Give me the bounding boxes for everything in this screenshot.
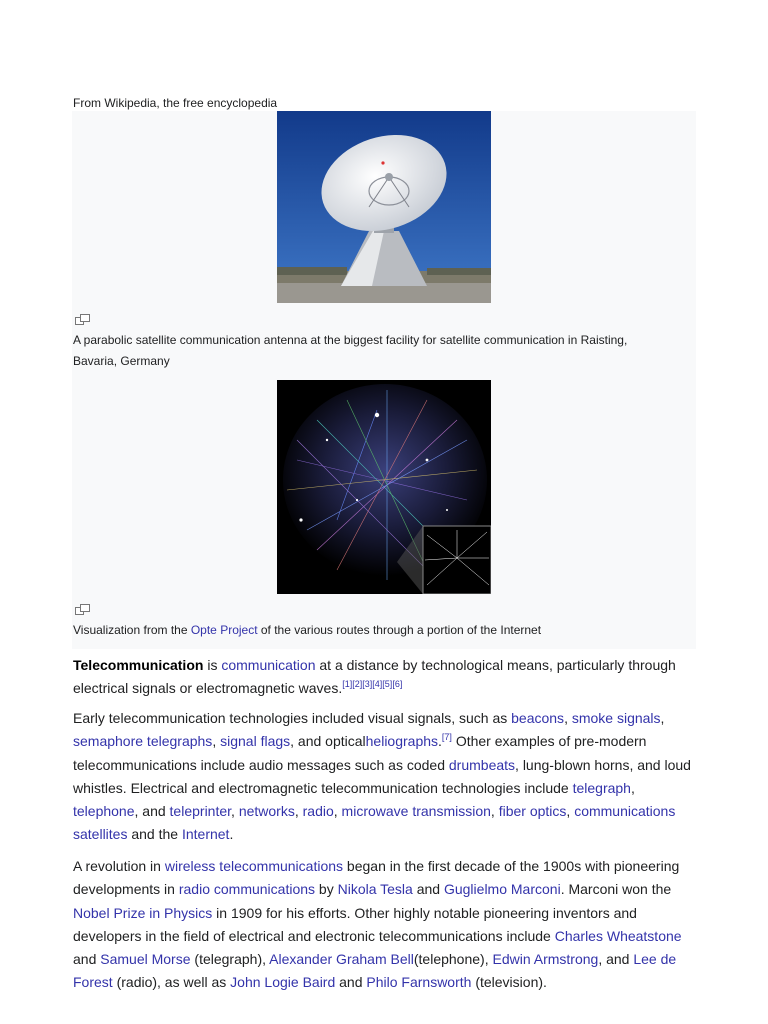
- paragraph-text: and: [73, 951, 101, 968]
- paragraph-text: is: [203, 657, 222, 673]
- link-nobel-prize-physics[interactable]: Nobel Prize in Physics: [73, 904, 213, 921]
- paragraph-text: ,: [660, 710, 665, 726]
- internet-routes-visualization[interactable]: [277, 380, 491, 594]
- link-opte-project[interactable]: Opte Project: [190, 623, 258, 637]
- paragraph-text: Other examples of pre-modern telecommunications include audio messages such as coded: [73, 733, 647, 773]
- citation-4[interactable]: [4]: [372, 679, 383, 690]
- link-guglielmo-marconi[interactable]: Guglielmo Marconi: [443, 881, 561, 898]
- article-paragraph-intro: [73, 654, 697, 701]
- link-edwin-armstrong[interactable]: Edwin Armstrong: [492, 951, 599, 968]
- parabolic-antenna-photo[interactable]: [277, 111, 491, 303]
- paragraph-text: at a distance by technological means, particularly through electrical signals or electromagnetic waves.: [73, 657, 676, 697]
- paragraph-text: (television).: [471, 974, 547, 991]
- paragraph-text: (telegraph),: [190, 951, 270, 968]
- figure-caption-antenna: A parabolic satellite communication antenna at the biggest facility for satellite communication in Raisting, Bavaria, Germany: [73, 333, 628, 368]
- link-teleprinter[interactable]: teleprinter: [169, 803, 232, 820]
- link-signal-flags[interactable]: signal flags: [220, 733, 291, 750]
- link-lee-de-forest[interactable]: Lee de Forest: [73, 951, 677, 991]
- paragraph-text: , and: [134, 803, 170, 820]
- citation-1[interactable]: [1]: [342, 679, 353, 690]
- citation-2[interactable]: [2]: [352, 679, 363, 690]
- paragraph-text: in 1909 for his efforts. Other highly notable pioneering inventors and developers in the field of electrical and electronic telecommunications include: [73, 904, 637, 944]
- paragraph-text: began in the first decade of the 1900s with pioneering developments in: [73, 858, 680, 898]
- link-telegraph[interactable]: telegraph: [572, 779, 631, 796]
- link-radio-communications[interactable]: radio communications: [178, 881, 316, 898]
- paragraph-text: ,: [212, 733, 221, 750]
- link-microwave-transmission[interactable]: microwave transmission: [341, 803, 491, 820]
- paragraph-text: .: [229, 826, 234, 843]
- link-heliographs[interactable]: heliographs: [365, 733, 439, 750]
- paragraph-text: ,: [333, 803, 342, 820]
- paragraph-text: , and: [598, 951, 634, 968]
- link-networks[interactable]: networks: [238, 803, 295, 820]
- paragraph-text: and: [335, 974, 367, 991]
- article-paragraph-early-tech: [73, 707, 697, 847]
- link-alexander-graham-bell[interactable]: Alexander Graham Bell: [269, 951, 414, 968]
- paragraph-text: ,: [630, 779, 635, 796]
- paragraph-text: A revolution in: [73, 858, 165, 874]
- link-internet[interactable]: Internet: [181, 826, 230, 843]
- link-samuel-morse[interactable]: Samuel Morse: [100, 951, 191, 968]
- link-semaphore-telegraphs[interactable]: semaphore telegraphs: [73, 733, 213, 750]
- paragraph-text: ,: [564, 710, 572, 726]
- figure-caption-opte: [73, 620, 673, 641]
- link-drumbeats[interactable]: drumbeats: [448, 756, 516, 773]
- paragraph-text: ,: [294, 803, 303, 820]
- figure-box: [72, 111, 696, 649]
- link-wireless-telecommunications[interactable]: wireless telecommunications: [164, 858, 344, 874]
- link-charles-wheatstone[interactable]: Charles Wheatstone: [554, 927, 682, 944]
- paragraph-text: and: [412, 881, 444, 898]
- paragraph-text: (radio), as well as: [112, 974, 231, 991]
- paragraph-text: (telephone),: [413, 951, 493, 968]
- paragraph-text: ,: [231, 803, 239, 820]
- link-radio[interactable]: radio: [302, 803, 334, 820]
- citation-group: [342, 679, 402, 689]
- paragraph-text: ,: [490, 803, 499, 820]
- link-beacons[interactable]: beacons: [511, 710, 565, 726]
- link-nikola-tesla[interactable]: Nikola Tesla: [337, 881, 413, 898]
- link-philo-farnsworth[interactable]: Philo Farnsworth: [366, 974, 472, 991]
- citation-3[interactable]: [3]: [362, 679, 373, 690]
- site-tagline: From Wikipedia, the free encyclopedia: [73, 96, 278, 110]
- paragraph-text: , lung-blown horns, and loud whistles. Electrical and electromagnetic telecommunication technologies include: [73, 756, 691, 796]
- paragraph-text: and the: [127, 826, 182, 843]
- paragraph-text: ,: [566, 803, 575, 820]
- citation-7[interactable]: [7]: [441, 732, 452, 743]
- article-subject-bold: Telecommunication: [73, 657, 204, 673]
- paragraph-text: . Marconi won the: [560, 881, 672, 898]
- citation-6[interactable]: [6]: [392, 679, 403, 690]
- link-smoke-signals[interactable]: smoke signals: [571, 710, 661, 726]
- paragraph-text: , and optical: [290, 733, 366, 750]
- paragraph-text: by: [315, 881, 338, 898]
- link-john-logie-baird[interactable]: John Logie Baird: [230, 974, 336, 991]
- link-communications-satellites[interactable]: communications satellites: [73, 803, 676, 843]
- link-fiber-optics[interactable]: fiber optics: [498, 803, 567, 820]
- article-paragraph-revolution: [73, 855, 697, 995]
- magnify-clip-icon[interactable]: [75, 604, 90, 615]
- link-communication[interactable]: communication: [221, 657, 316, 673]
- magnify-clip-icon[interactable]: [75, 314, 90, 325]
- paragraph-text: .: [438, 733, 442, 750]
- citation-5[interactable]: [5]: [382, 679, 393, 690]
- citation-group: [442, 732, 452, 742]
- caption-text: of the various routes through a portion of the Internet: [257, 623, 542, 637]
- caption-text: Visualization from the: [73, 623, 191, 637]
- paragraph-text: Early telecommunication technologies included visual signals, such as: [73, 710, 512, 726]
- link-telephone[interactable]: telephone: [73, 803, 135, 820]
